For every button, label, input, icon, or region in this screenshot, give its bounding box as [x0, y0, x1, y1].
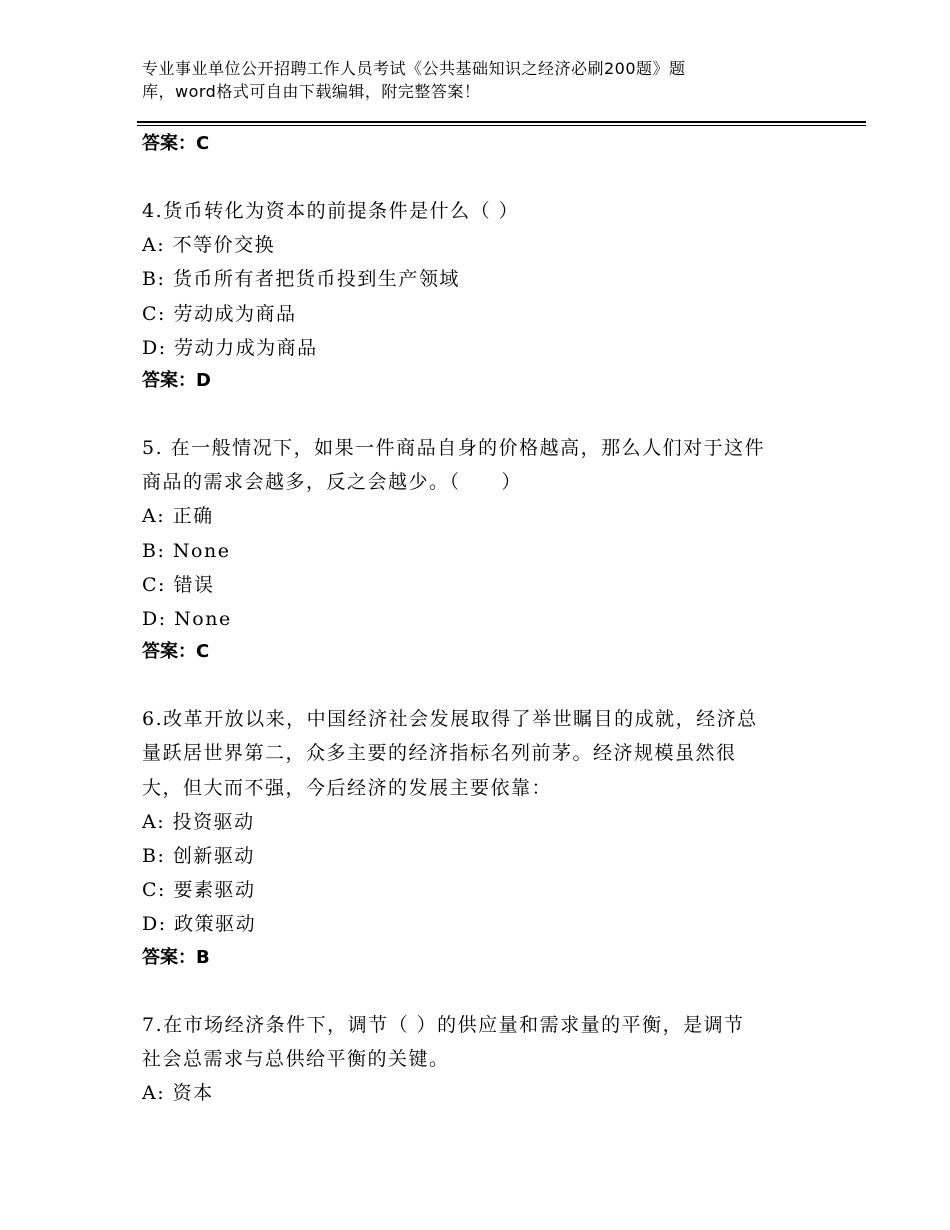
answer-3: 答案：C — [142, 133, 210, 154]
question-4-option-c: C: 劳动成为商品 — [142, 302, 297, 325]
question-5-text-line-2: 商品的需求会越多，反之会越少。（ ） — [142, 471, 523, 494]
question-block-7 — [142, 1008, 812, 1111]
header-line-2: 库，word格式可自由下载编辑，附完整答案！ — [142, 82, 481, 101]
question-4-option-d: D: 劳动力成为商品 — [142, 336, 318, 359]
question-4-option-a: A: 不等价交换 — [142, 234, 276, 257]
spacer — [142, 160, 812, 194]
question-block-5 — [142, 431, 812, 668]
spacer — [142, 397, 812, 431]
question-4-option-b: B: 货币所有者把货币投到生产领域 — [142, 268, 460, 291]
question-7-text-line-2: 社会总需求与总供给平衡的关键。 — [142, 1047, 450, 1070]
question-list — [142, 128, 812, 1110]
question-block-6 — [142, 702, 812, 973]
question-5-option-d: D: None — [142, 608, 232, 631]
question-5-option-c: C: 错误 — [142, 573, 215, 596]
question-6-option-b: B: 创新驱动 — [142, 845, 255, 868]
question-5-option-a: A: 正确 — [142, 505, 214, 528]
question-4-text-line-1: 4.货币转化为资本的前提条件是什么（ ） — [142, 200, 520, 222]
header-divider-thin — [137, 125, 866, 126]
question-6-option-d: D: 政策驱动 — [142, 913, 257, 936]
question-5-option-b: B: None — [142, 539, 231, 562]
question-6-text-line-3: 大，但大而不强，今后经济的发展主要依靠： — [142, 776, 553, 799]
spacer — [142, 974, 812, 1008]
document-header — [142, 57, 782, 103]
question-6-text-line-2: 量跃居世界第二，众多主要的经济指标名列前茅。经济规模虽然很 — [142, 742, 737, 765]
question-block-4 — [142, 194, 812, 397]
question-5-text-line-1: 5. 在一般情况下，如果一件商品自身的价格越高，那么人们对于这件 — [142, 437, 766, 460]
header-divider-thick — [137, 121, 866, 123]
question-6-option-c: C: 要素驱动 — [142, 879, 256, 902]
header-line-1: 专业事业单位公开招聘工作人员考试《公共基础知识之经济必刷200题》题 — [142, 59, 686, 78]
question-7-text-line-1: 7.在市场经济条件下，调节（ ）的供应量和需求量的平衡，是调节 — [142, 1013, 745, 1036]
answer-6: 答案：B — [142, 946, 210, 968]
spacer — [142, 668, 812, 702]
answer-4: 答案：D — [142, 370, 211, 392]
question-6-text-line-1: 6.改革开放以来，中国经济社会发展取得了举世瞩目的成就，经济总 — [142, 708, 758, 731]
answer-5: 答案：C — [142, 641, 210, 663]
question-6-option-a: A: 投资驱动 — [142, 810, 255, 833]
question-7-option-a: A: 资本 — [142, 1082, 214, 1105]
